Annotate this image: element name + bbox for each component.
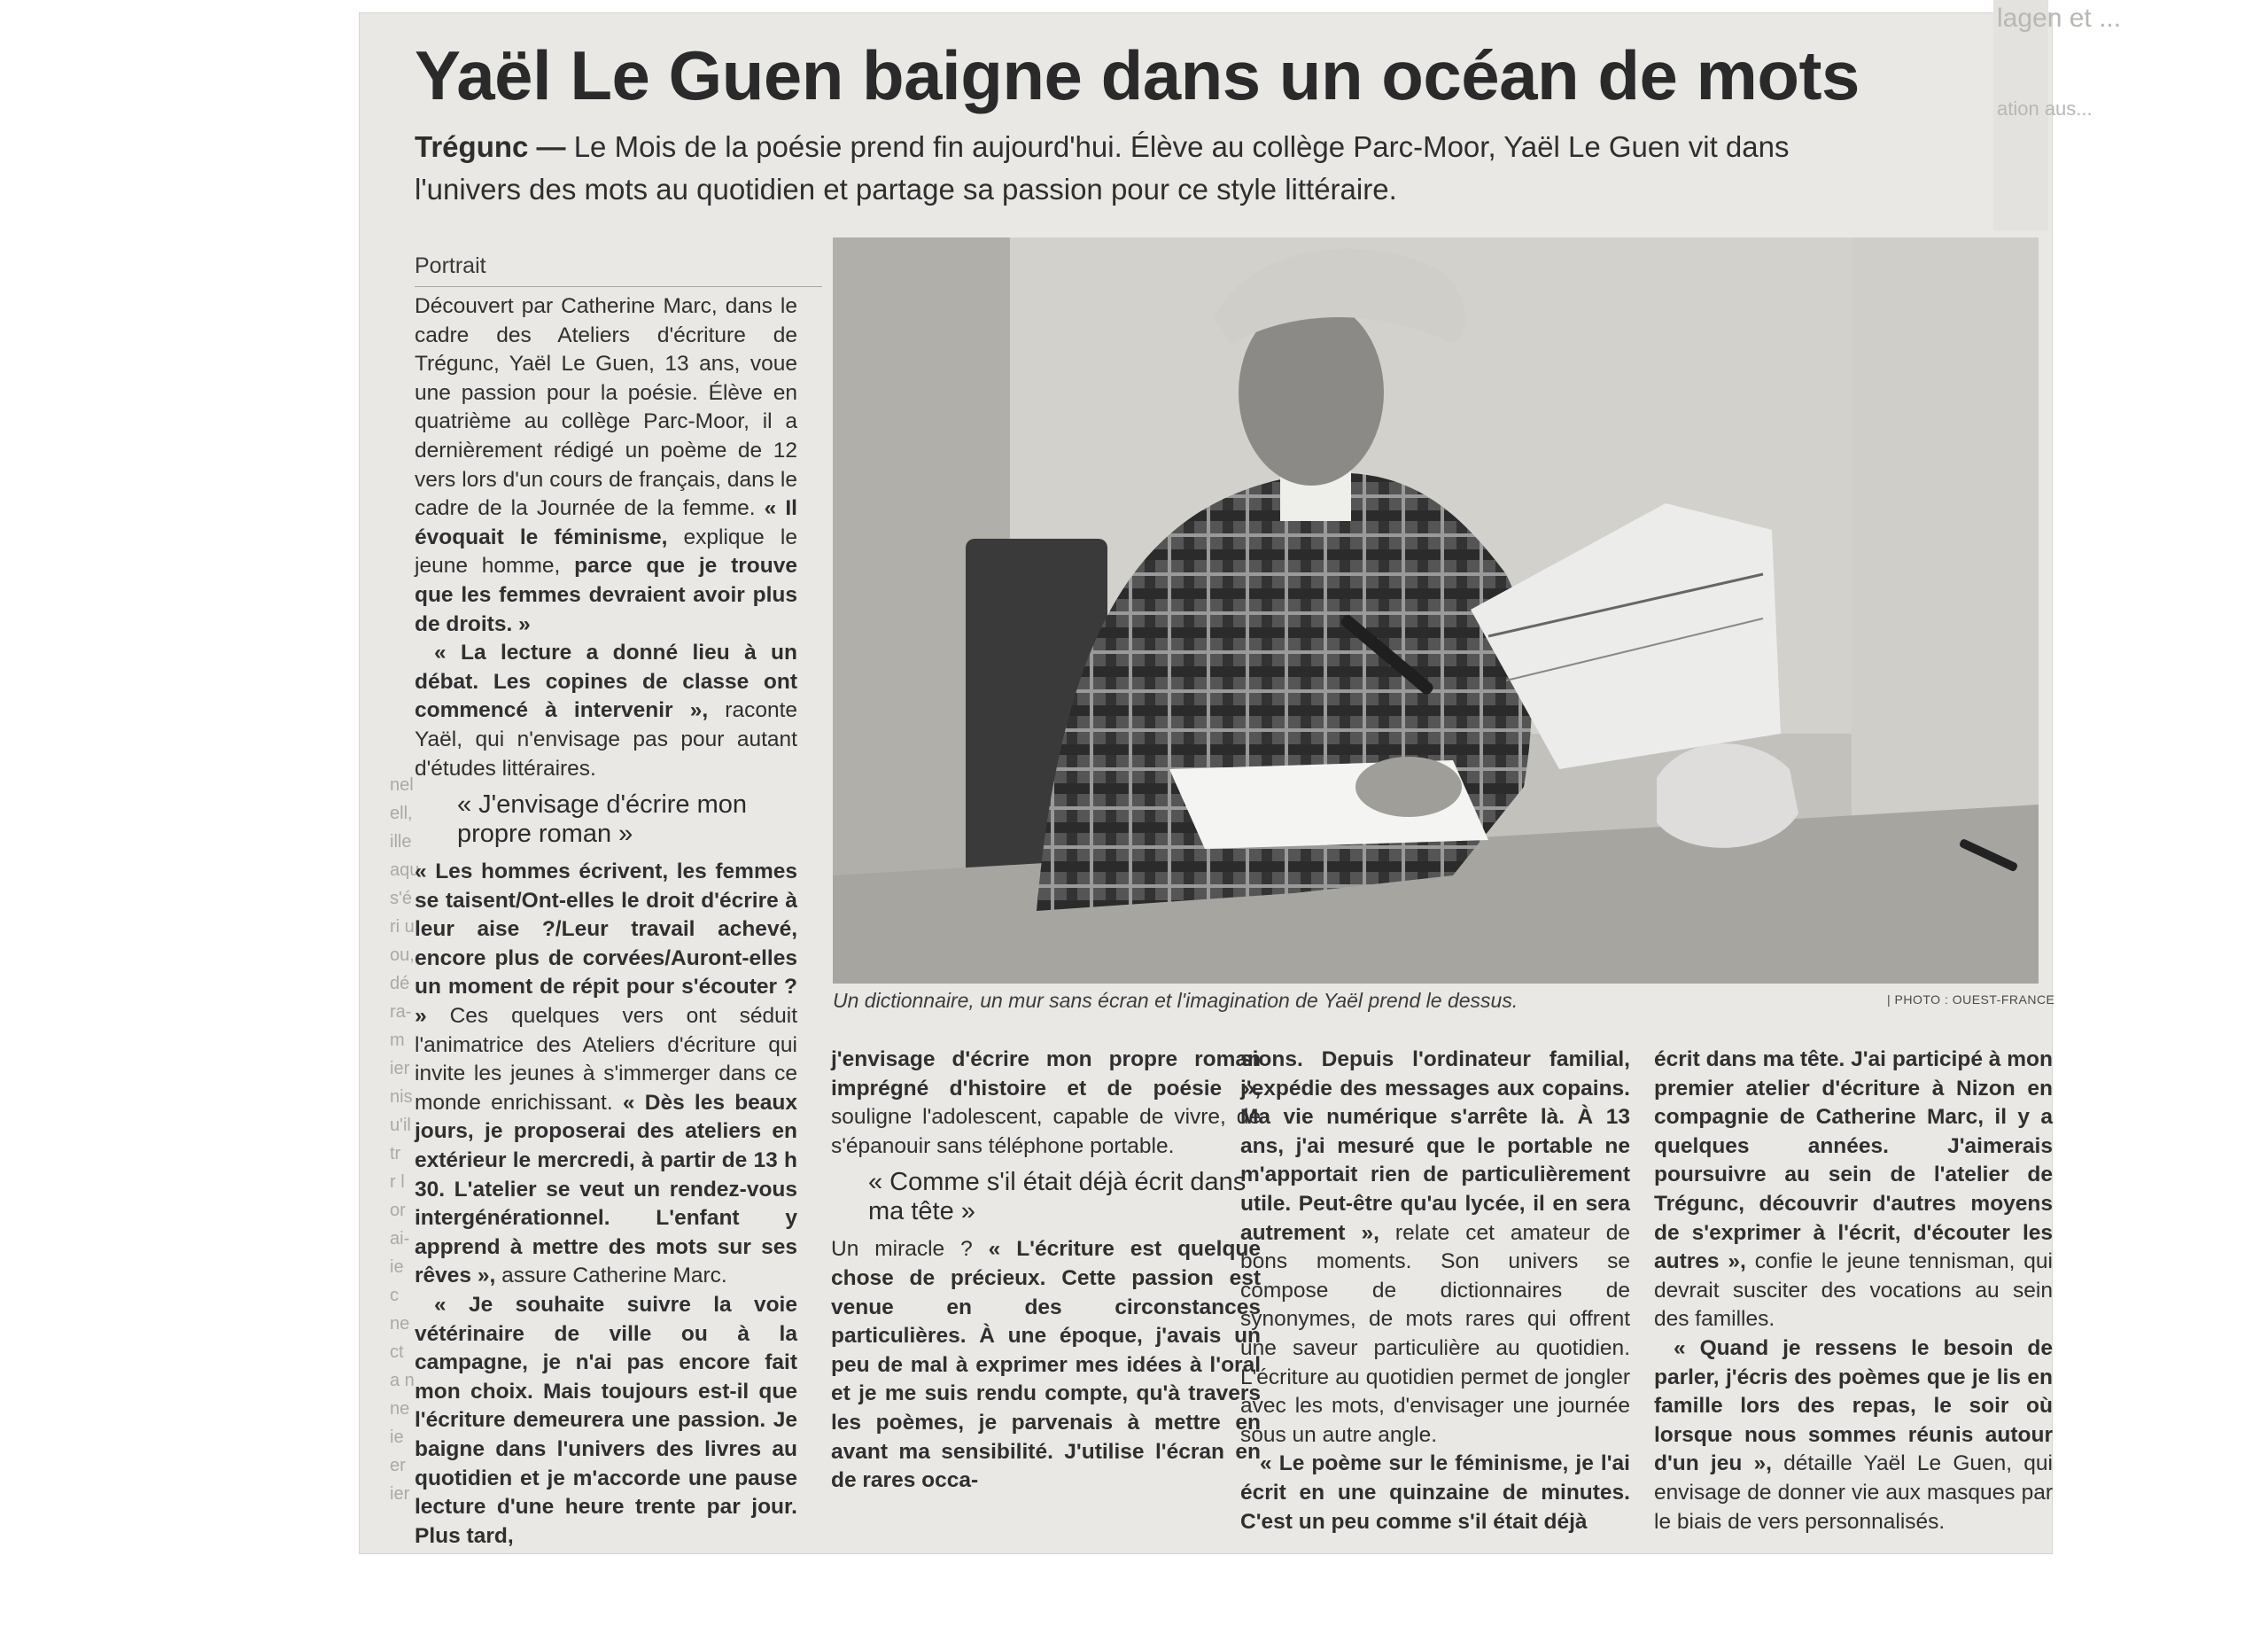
bleed-fragment: nis <box>390 1087 413 1107</box>
dateline: Trégunc — <box>415 130 566 163</box>
text-run: Ces quelques vers ont séduit l'animatrice des Ateliers d'écriture qui invite les jeunes à s'immerger dans ce monde enrichissant. <box>415 1004 798 1115</box>
article-column-4 <box>1654 1046 2053 1536</box>
paragraph <box>1240 1046 1630 1450</box>
quote: écrit dans ma tête. J'ai participé à mon premier atelier d'écriture à Nizon en compagnie de Catherine Marc, il y a quelques années. J'aimerais poursuivre au sein de l'atelier de Trégunc, découvrir d'autres moyens de s'exprimer à l'écrit, d'écouter les autres », <box>1654 1047 2053 1274</box>
article-column-1 <box>415 292 797 1551</box>
bleed-fragment: ie <box>390 1427 404 1447</box>
subheading: « J'envisage d'écrire mon propre roman » <box>457 790 748 849</box>
bleed-fragment: a n <box>390 1371 415 1390</box>
text-run: Découvert par Catherine Marc, dans le cadre des Ateliers d'écriture de Trégunc, Yaël Le Guen, 13 ans, voue une passion pour la poésie. Élève en quatrième au collège Parc-Moor, il a dernièrement rédigé un poème de 12 vers lors d'un cours de français, dans le cadre de la Journée de la femme. <box>415 294 797 521</box>
text-run: relate cet amateur de bons moments. Son univers se compose de dictionnaires de synonymes, de mots rares qui offrent une saveur particulière au quotidien. L'écriture au quotidien permet de jongler avec les mots, d'envisager une journée sous un autre angle. <box>1240 1220 1631 1447</box>
pencil-case <box>1657 743 1798 848</box>
paragraph <box>831 1235 1261 1495</box>
bleed-text-line: ation aus... <box>1997 97 2093 120</box>
bleed-fragment: ai- <box>390 1229 410 1248</box>
text-run: raconte Yaël, qui n'envisage pas pour autant d'études littéraires. <box>415 698 797 781</box>
quote: « Le poème sur le féminisme, je l'ai écrit en une quinzaine de minutes. C'est un peu comme s'il était déjà <box>1240 1451 1630 1534</box>
quote: parce que je trouve que les femmes devraient avoir plus de droits. » <box>415 554 797 636</box>
bleed-fragment: ier <box>390 1059 410 1078</box>
paragraph <box>831 1046 1261 1161</box>
quote: « Il évoquait le féminisme, <box>415 496 797 549</box>
paragraph <box>415 858 797 1291</box>
bleed-fragment: ra- <box>390 1002 412 1022</box>
text-run: Un miracle ? <box>831 1237 973 1262</box>
paragraph <box>415 292 797 639</box>
article-lede <box>415 126 1797 211</box>
bleed-fragment: s'é <box>390 889 412 908</box>
bleed-text-line: lagen et ... <box>1997 4 2122 33</box>
paragraph <box>1654 1334 2053 1536</box>
bleed-fragment: ell, <box>390 804 413 823</box>
text-run: confie le jeune tennisman, qui devrait susciter des vocations au sein des familles. <box>1654 1249 2054 1332</box>
bleed-fragment: nel <box>390 775 414 795</box>
bleed-fragment: r l <box>390 1172 405 1192</box>
bleed-fragment: ie <box>390 1257 404 1277</box>
paragraph <box>1654 1046 2053 1334</box>
adjacent-article-fragment <box>1993 0 2122 230</box>
bleed-fragment: dé <box>390 974 410 993</box>
text-run: explique le jeune homme, <box>415 525 798 579</box>
lede-text: Le Mois de la poésie prend fin aujourd'hui. Élève au collège Parc-Moor, Yaël Le Guen vit dans l'univers des mots au quotidien et partage sa passion pour ce style littéraire. <box>415 130 1790 206</box>
bleed-fragment: or <box>390 1201 406 1220</box>
paragraph <box>415 1291 797 1551</box>
adjacent-column-fragment <box>390 771 420 1551</box>
bleed-fragment: ou, <box>390 945 415 965</box>
bleed-fragment: m <box>390 1031 405 1050</box>
quote: sions. Depuis l'ordinateur familial, j'expédie des messages aux copains. Ma vie numérique s'arrête là. À 13 ans, j'ai mesuré que le portable ne m'apportait rien de particulièrement utile. Peut-être qu'au lycée, il en sera autrement », <box>1240 1047 1630 1245</box>
bleed-fragment: ne <box>390 1314 410 1334</box>
bleed-fragment: aqu <box>390 860 420 880</box>
bleed-fragment: ne <box>390 1399 410 1419</box>
quote: « Je souhaite suivre la voie vétérinaire de ville ou à la campagne, je n'ai pas encore fait mon choix. Mais toujours est-il que l'écriture demeurera une passion. Je baigne dans l'univers des livres au quotidien et je m'accorde une pause lecture d'une heure trente par jour. Plus tard, <box>415 1293 797 1548</box>
bleed-fragment: ri u <box>390 917 415 937</box>
text-run: détaille Yaël Le Guen, qui envisage de donner vie aux masques par le biais de vers personnalisés. <box>1654 1451 2053 1534</box>
photo-illustration <box>833 237 2039 984</box>
bleed-fragment: u'il <box>390 1116 411 1135</box>
article-headline: Yaël Le Guen baigne dans un océan de mots <box>415 36 1860 114</box>
section-kicker: Portrait <box>415 253 822 287</box>
quote: j'envisage d'écrire mon propre roman imprégné d'histoire et de poésie », <box>831 1047 1261 1101</box>
quote: « Dès les beaux jours, je proposerai des ateliers en extérieur le mercredi, à partir de 13 h 30. L'atelier se veut un rendez-vous intergénérationnel. L'enfant y apprend à mettre des mots sur ses rêves », <box>415 1090 798 1288</box>
quote: « Quand je ressens le besoin de parler, j'écris des poèmes que je lis en famille lors des repas, le soir où lorsque nous sommes réunis autour d'un jeu », <box>1654 1335 2053 1476</box>
text-run: souligne l'adolescent, capable de vivre, de s'épanouir sans téléphone portable. <box>831 1105 1261 1158</box>
quote: « Les hommes écrivent, les femmes se taisent/Ont-elles le droit d'écrire à leur aise ?/Leur travail achevé, encore plus de corvées/Auront-elles un moment de répit pour s'écouter ? » <box>415 860 797 1029</box>
bleed-fragment: tr <box>390 1144 401 1163</box>
bleed-fragment: er <box>390 1456 406 1475</box>
article-photo <box>833 237 2039 984</box>
text-run: assure Catherine Marc. <box>501 1264 727 1288</box>
quote: « L'écriture est quelque chose de précieux. Cette passion est venue en des circonstances particulières. À une époque, j'avais un peu de mal à exprimer mes idées à l'oral et je me suis rendu compte, qu'à travers les poèmes, je parvenais à mettre en avant ma sensibilité. J'utilise l'écran en de rares occa- <box>831 1237 1262 1493</box>
writing-hand <box>1355 757 1462 817</box>
photo-credit: | PHOTO : OUEST-FRANCE <box>1887 992 2055 1007</box>
bleed-fragment: c <box>390 1286 399 1305</box>
subheading: « Comme s'il était déjà écrit dans ma tête » <box>868 1168 1247 1226</box>
quote: « La lecture a donné lieu à un débat. Les copines de classe ont commencé à intervenir », <box>415 641 797 723</box>
paragraph <box>415 639 797 783</box>
bleed-fragment: ier <box>390 1484 410 1504</box>
article-column-2 <box>831 1046 1261 1496</box>
paragraph <box>1240 1450 1630 1536</box>
photo-caption: Un dictionnaire, un mur sans écran et l'imagination de Yaël prend le dessus. <box>833 989 1518 1012</box>
bleed-fragment: ille <box>390 832 412 852</box>
article-column-3 <box>1240 1046 1630 1536</box>
bleed-fragment: ct <box>390 1342 404 1362</box>
